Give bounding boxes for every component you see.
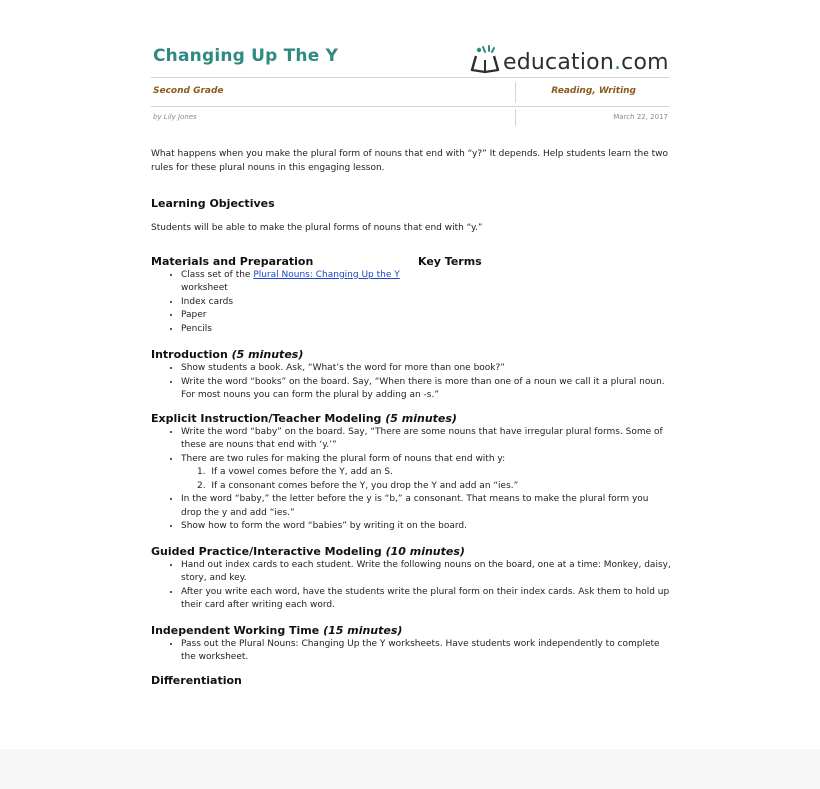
date-label: March 22, 2017 <box>613 113 668 121</box>
independent-heading <box>151 624 671 638</box>
differentiation-heading: Differentiation <box>151 673 242 687</box>
list-item <box>181 453 671 494</box>
list-item: • Show how to form the word “babies” by writing it on the board. <box>181 520 671 534</box>
header-rule-top <box>151 77 669 78</box>
independent-list <box>151 638 671 665</box>
lesson-body <box>151 148 671 688</box>
author-label: by Lily Jones <box>153 113 197 121</box>
introduction-list <box>151 362 671 403</box>
page-bottom-margin <box>0 749 820 789</box>
brand-name: education <box>503 50 614 75</box>
materials-column <box>151 255 418 337</box>
list-item: • Write the word “books” on the board. Say, “When there is more than one of a noun we call it a plural noun. For most nouns you can form the plural by adding an -s.” <box>181 376 671 403</box>
list-item: • Write the word “baby” on the board. Say, “There are some nouns that have irregular plural forms. Some of these are nouns that end with ‘y.’” <box>181 426 671 453</box>
materials-item-prefix: Class set of the <box>181 269 254 280</box>
objectives-text: Students will be able to make the plural forms of nouns that end with “y.” <box>151 223 483 233</box>
list-item: • Hand out index cards to each student. Write the following nouns on the board, one at a time: Monkey, daisy, story, and key. <box>181 559 671 586</box>
list-item: • Index cards <box>181 296 418 310</box>
keyterms-column <box>418 255 671 337</box>
intro-paragraph: What happens when you make the plural form of nouns that end with “y?” It depends. Help students learn the two rules for these plural nouns in this engaging lesson. <box>151 149 669 173</box>
list-item: • Pencils <box>181 323 418 337</box>
worksheet-link[interactable]: Plural Nouns: Changing Up the Y <box>253 269 400 280</box>
explicit-list <box>151 426 671 534</box>
explicit-heading-text: Explicit Instruction/Teacher Modeling <box>151 411 382 425</box>
materials-heading: Materials and Preparation <box>151 254 314 268</box>
introduction-heading-text: Introduction <box>151 348 228 361</box>
materials-keyterms-row <box>151 255 671 337</box>
rule-text: If a consonant comes before the Y, you drop the Y and add an “ies.” <box>211 480 519 491</box>
brand-tld: com <box>621 50 669 75</box>
materials-list <box>151 269 418 337</box>
explicit-duration: (5 minutes) <box>385 411 457 425</box>
introduction-duration: (5 minutes) <box>231 348 304 361</box>
grade-label: Second Grade <box>153 86 224 96</box>
rule-text: If a vowel comes before the Y, add an S. <box>211 467 393 477</box>
brand-wordmark <box>503 50 669 76</box>
introduction-heading <box>151 348 671 362</box>
rule-item: 1. If a vowel comes before the Y, add an S. <box>197 467 393 477</box>
guided-heading-text: Guided Practice/Interactive Modeling <box>151 544 382 558</box>
header-divider-1 <box>515 82 516 103</box>
independent-heading-text: Independent Working Time <box>151 623 320 637</box>
book-figure-icon <box>468 44 502 76</box>
list-item: • After you write each word, have the students write the plural form on their index cards. Ask them to hold up their card after writing each word. <box>181 586 671 613</box>
rule-item: 2. If a consonant comes before the Y, you drop the Y and add an “ies.” <box>197 480 519 491</box>
list-item: • Pass out the Plural Nouns: Changing Up the Y worksheets. Have students work independently to complete the worksheet. <box>181 638 671 665</box>
list-item: • Paper <box>181 309 418 323</box>
objectives-heading: Learning Objectives <box>151 197 275 210</box>
explicit-heading <box>151 412 671 426</box>
keyterms-heading: Key Terms <box>418 254 482 268</box>
education-logo[interactable] <box>468 42 669 76</box>
guided-list <box>151 559 671 613</box>
guided-duration: (10 minutes) <box>385 544 465 558</box>
materials-item-suffix: worksheet <box>181 283 228 293</box>
guided-heading <box>151 545 671 559</box>
header-rule-middle <box>151 106 669 107</box>
header-divider-2 <box>515 109 516 126</box>
rules-list <box>181 466 671 493</box>
rules-intro: There are two rules for making the plural form of nouns that end with y: <box>181 453 506 464</box>
page-title: Changing Up The Y <box>153 46 339 66</box>
list-item: • In the word “baby,” the letter before the y is “b,” a consonant. That means to make the plural form you drop the y and add “ies.” <box>181 493 671 520</box>
independent-duration: (15 minutes) <box>323 623 403 637</box>
list-item <box>181 269 418 296</box>
list-item: • Show students a book. Ask, “What’s the word for more than one book?” <box>181 362 671 376</box>
brand-dot: . <box>613 50 622 75</box>
subject-label: Reading, Writing <box>551 86 636 96</box>
